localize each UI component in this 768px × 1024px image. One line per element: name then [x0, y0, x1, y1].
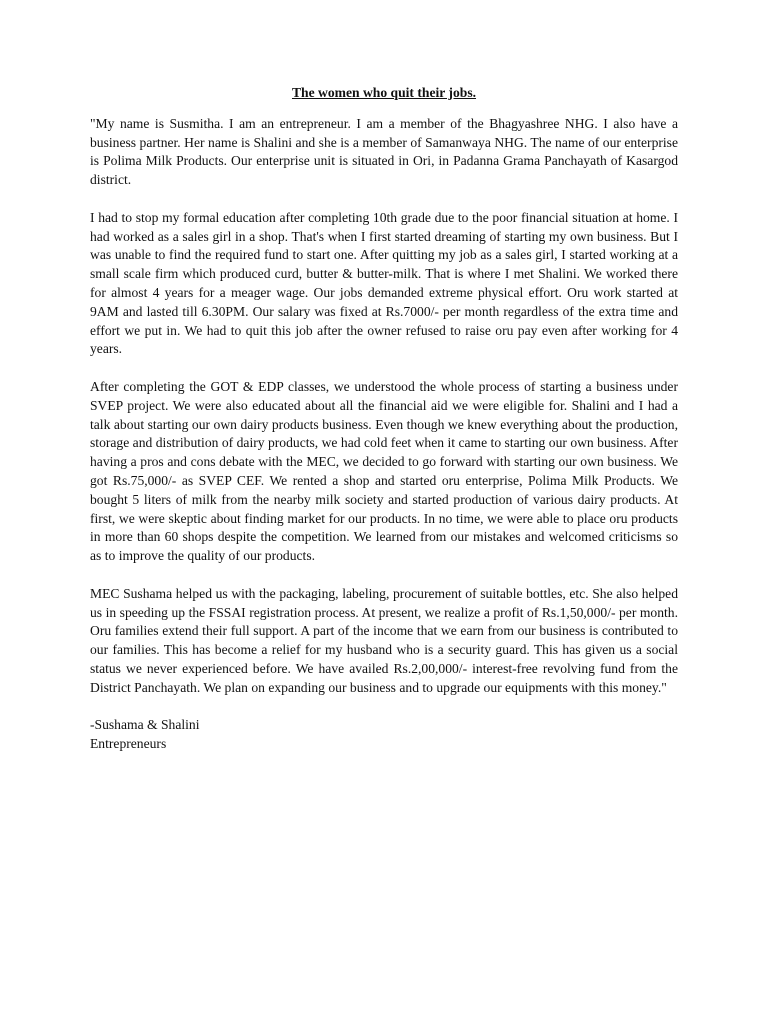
paragraph-background: I had to stop my formal education after completing 10th grade due to the poor financial situation at home. I had worked as a sales girl in a shop. That's when I first started dreaming of starting my own business. But I was unable to find the required fund to start one. After quitting my job as a sales girl, I started working at a small scale firm which produced curd, butter & butter-milk. That is where I met Shalini. We worked there for almost 4 years for a meager wage. Our jobs demanded extreme physical effort. Oru work started at 9AM and lasted till 6.30PM. Our salary was fixed at Rs.7000/- per month regardless of the extra time and effort we put in. We had to quit this job after the owner refused to raise oru pay even after working for 4 years. [90, 209, 678, 357]
paragraph-starting-business: After completing the GOT & EDP classes, we understood the whole process of starting a business under SVEP project. We were also educated about all the financial aid we were eligible for. Shalini and I had a talk about starting our own dairy products business. Even though we knew everything about the production, storage and distribution of dairy products, we had cold feet when it came to starting our own business. After having a pros and cons debate with the MEC, we decided to go forward with starting our own business. We got Rs.75,000/- as SVEP CEF. We rented a shop and started oru enterprise, Polima Milk Products. We bought 5 liters of milk from the nearby milk society and started production of various dairy products. At first, we were skeptic about finding market for our products. In no time, we were able to place oru products in more than 60 shops despite the competition. We learned from our mistakes and welcomed criticisms so as to improve the quality of our products. [90, 378, 678, 564]
document-body [90, 84, 678, 754]
signature-name: -Sushama & Shalini [90, 717, 200, 733]
paragraph-intro: "My name is Susmitha. I am an entrepreneur. I am a member of the Bhagyashree NHG. I also have a business partner. Her name is Shalini and she is a member of Samanwaya NHG. The name of our enterprise is Polima Milk Products. Our enterprise unit is situated in Ori, in Padanna Grama Panchayath of Kasargod district. [90, 115, 678, 188]
signature-role: Entrepreneurs [90, 736, 167, 752]
document-title: The women who quit their jobs. [291, 85, 477, 100]
paragraph-present: MEC Sushama helped us with the packaging, labeling, procurement of suitable bottles, etc. She also helped us in speeding up the FSSAI registration process. At present, we realize a profit of Rs.1,50,000/- per month. Oru families extend their full support. A part of the income that we earn from our business is contributed to our families. This has become a relief for my husband who is a security guard. This has given us a social status we never experienced before. We have availed Rs.2,00,000/- interest-free revolving fund from the District Panchayath. We plan on expanding our business and to upgrade our equipments with this money." [90, 585, 678, 695]
